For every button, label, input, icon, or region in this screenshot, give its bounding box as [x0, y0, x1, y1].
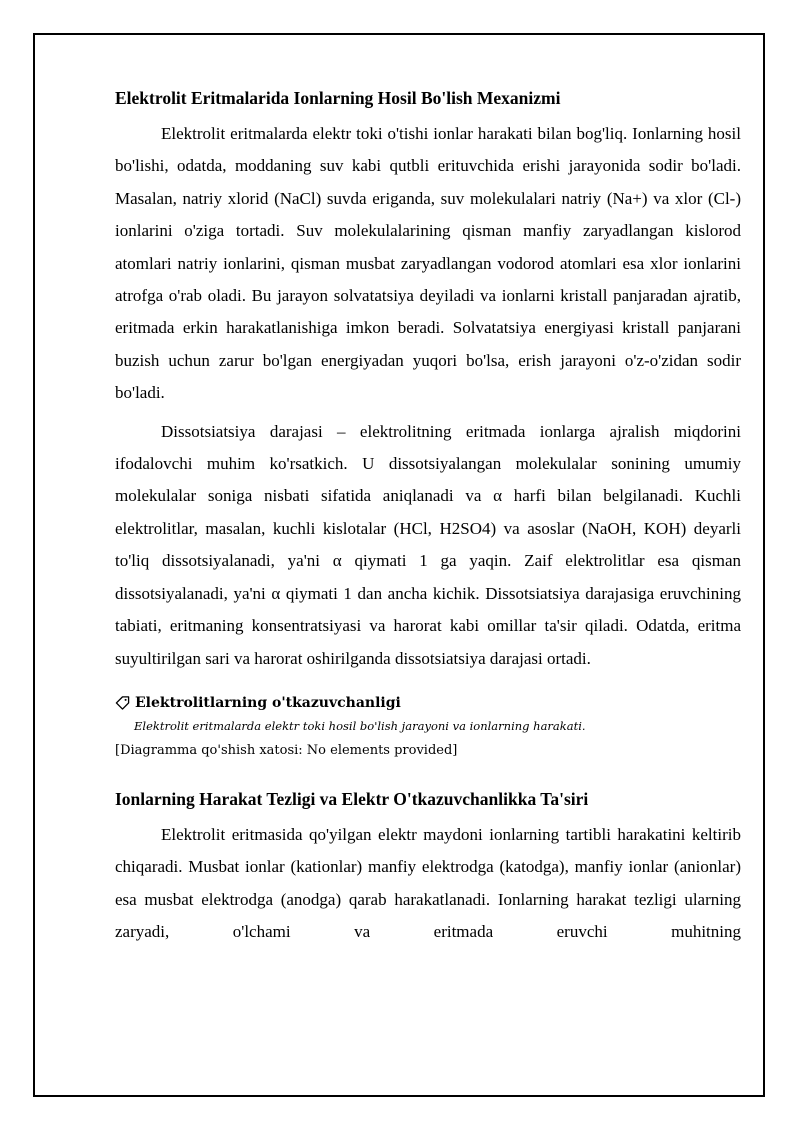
figure-title: [115, 693, 741, 713]
paragraph-solvation: Elektrolit eritmalarda elektr toki o'tishi ionlar harakati bilan bog'liq. Ionlarning hosil bo'lishi, odatda, moddaning suv kabi qutbli erituvchida erishi jarayonida sodir bo'ladi. Masalan, natriy xlorid (NaCl) suvda eriganda, suv molekulalari natriy (Na+) va xlor (Cl-) ionlarini o'ziga tortadi. Suv molekulalarining qisman manfiy zaryadlangan kislorod atomlari natriy ionlarini, qisman musbat zaryadlangan vodorod atomlari esa xlor ionlarini atrofga o'rab oladi. Bu jarayon solvatatsiya deyiladi va ionlarni kristall panjaradan ajratib, eritmada erkin harakatlanishiga imkon beradi. Solvatatsiya energiyasi kristall panjarani buzish uchun zarur bo'lgan energiyadan yuqori bo'lsa, erish jarayoni o'z-o'zidan sodir bo'ladi.: [115, 124, 741, 403]
paragraph-ion-movement: Elektrolit eritmasida qo'yilgan elektr maydoni ionlarning tartibli harakatini keltirib chiqaradi. Musbat ionlar (kationlar) manfiy elektrodga (katodga), manfiy ionlar (anionlar) esa musbat elektrodga (anodga) qarab harakatlanadi. Ionlarning harakat tezligi ularning zaryadi, o'lchami va eritmada eruvchi muhitning: [115, 824, 741, 942]
figure-title-text: Elektrolitlarning o'tkazuvchanligi: [135, 694, 401, 711]
figure-caption: Elektrolit eritmalarda elektr toki hosil bo'lish jarayoni va ionlarning harakati.: [134, 718, 586, 733]
paragraph-dissociation: Dissotsiatsiya darajasi – elektrolitning eritmada ionlarga ajralish miqdorini ifodalovchi muhim ko'rsatkich. U dissotsiyalangan molekulalar sonining umumiy molekulalar soniga nisbati sifatida aniqlanadi va α harfi bilan belgilanadi. Kuchli elektrolitlar, masalan, kuchli kislotalar (HCl, H2SO4) va asoslar (NaOH, KOH) deyarli to'liq dissotsiyalanadi, ya'ni α qiymati 1 ga yaqin. Zaif elektrolitlar esa qisman dissotsiyalanadi, ya'ni α qiymati 1 dan ancha kichik. Dissotsiatsiya darajasiga eruvchining tabiati, eritmaning konsentratsiyasi va harorat kabi omillar ta'sir qiladi. Odatda, eritma suyultirilgan sari va harorat oshirilganda dissotsiatsiya darajasi ortadi.: [115, 421, 741, 668]
section-heading-ion-formation: Elektrolit Eritmalarida Ionlarning Hosil Bo'lish Mexanizmi: [115, 88, 561, 108]
figure-error-message: [Diagramma qo'shish xatosi: No elements provided]: [115, 742, 458, 758]
tag-icon: [115, 695, 130, 710]
figure-block: [115, 693, 741, 761]
section-heading-ion-speed: Ionlarning Harakat Tezligi va Elektr O'tkazuvchanlikka Ta'siri: [115, 788, 589, 809]
document-content: [115, 84, 741, 949]
